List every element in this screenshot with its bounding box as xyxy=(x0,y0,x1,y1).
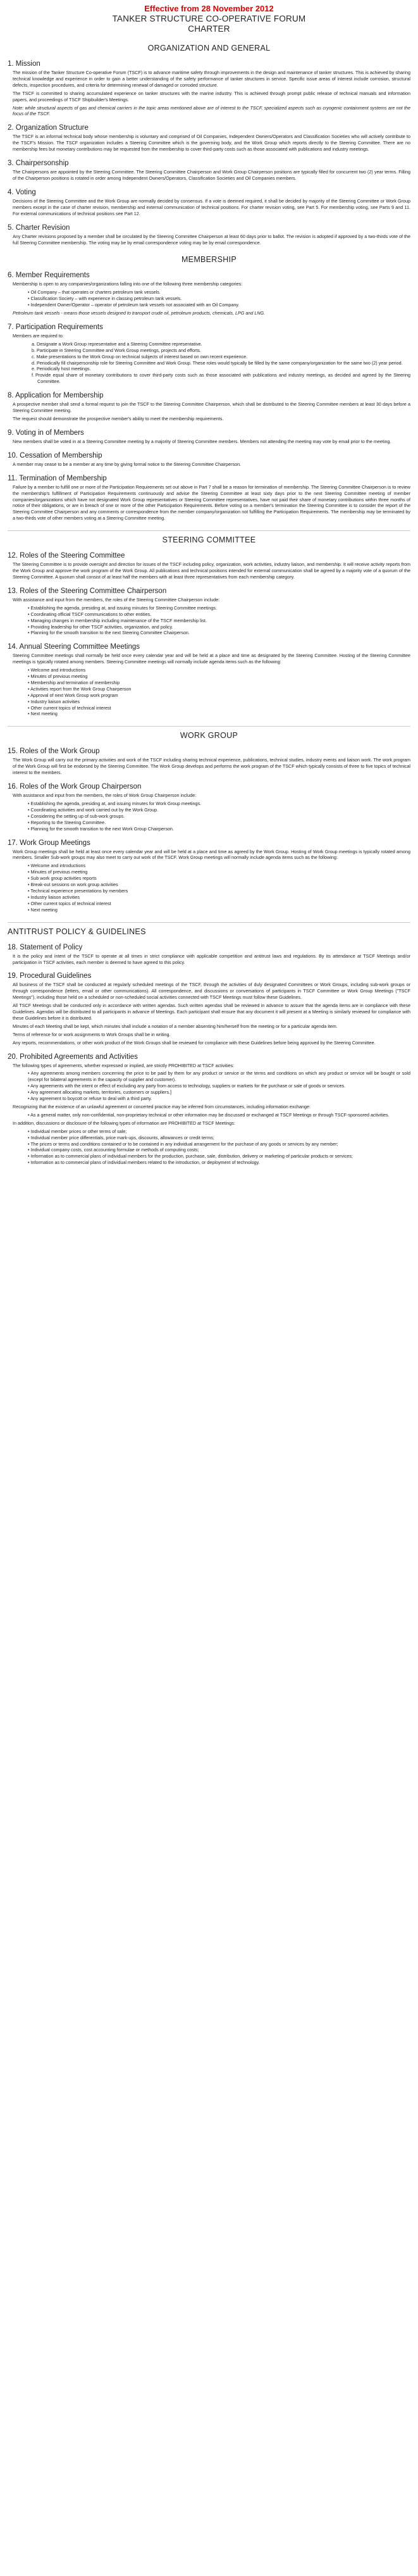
paragraph: With assistance and input from the members, the roles of Work Group Chairperson include: xyxy=(13,792,197,799)
section-title: 14. Annual Steering Committee Meetings xyxy=(8,643,140,651)
list-text: Designate a Work Group representative and a Steering Committee representative. xyxy=(37,341,202,347)
section-voting-in-of-members xyxy=(8,428,410,445)
list-text: Periodically host meetings. xyxy=(37,366,91,372)
effective-date: Effective from 28 November 2012 xyxy=(144,4,274,13)
list-item: • Industry liaison activities xyxy=(28,699,410,705)
list-item: • Approval of next Work Group work program xyxy=(28,692,410,699)
list-label: f. xyxy=(32,372,34,378)
paragraph: Membership is open to any companies/organizations falling into one of the following three membership categories: xyxy=(13,281,243,287)
section-title: 11. Termination of Membership xyxy=(8,474,107,482)
part-heading-organization: ORGANIZATION AND GENERAL xyxy=(147,44,271,53)
section-title: 20. Prohibited Agreements and Activities xyxy=(8,1053,138,1061)
section-title: 10. Cessation of Membership xyxy=(8,451,102,460)
section-title: 17. Work Group Meetings xyxy=(8,839,90,847)
section-cessation-of-membership xyxy=(8,451,410,468)
section-chairpersonship xyxy=(8,159,410,182)
section-roles-work-group-chairperson xyxy=(8,782,410,832)
section-mission xyxy=(8,59,410,117)
paragraph: The following types of agreements, whether expressed or implied, are strictly PROHIBITED at TSCF activities: xyxy=(13,1062,235,1068)
charter-title: CHARTER xyxy=(188,24,230,34)
section-title: 5. Charter Revision xyxy=(8,223,70,232)
section-title: 15. Roles of the Work Group xyxy=(8,747,100,756)
list-item xyxy=(32,354,410,360)
list-item: • Information as to commercial plans of individual members for the production, purchase, sale, distribution, delivery or marketing of particular products or services; xyxy=(28,1153,410,1160)
list-text: Periodically fill chairpersonship role for Steering Committee and Work Group. These roles would typically be filled by the same company/organization for the same two (2) year period. xyxy=(37,360,403,366)
section-title: 12. Roles of the Steering Committee xyxy=(8,552,125,560)
section-member-requirements xyxy=(8,271,410,316)
list-item: • Welcome and introductions xyxy=(28,863,410,869)
section-organization-structure xyxy=(8,123,410,153)
paragraph: A member may cease to be a member at any time by giving formal notice to the Steering Committee Chairperson. xyxy=(13,461,242,467)
list-item: • Technical experience presentations by members xyxy=(28,888,410,894)
list-text: Participate in Steering Committee and Work Group meetings, projects and efforts. xyxy=(37,347,201,353)
section-title: 19. Procedural Guidelines xyxy=(8,972,92,980)
paragraph: Failure by a member to fulfill one or more of the Participation Requirements set out above in Part 7 shall be a reason for termination of membership. The Steering Committee Chairperson is to review the membership's fulfillment of Participation Requirements continuously and advise the Steering Committee at least sixty days prior to the next Steering Committee meeting of member companies/organizations which have not designated Work Group representatives or Steering Committee representatives, have not paid their share of monetary contributions within three months of notice of their obligations, or are in breach of one or more of the other Participation Requirements. Before voting on a member's termination the Steering Committee is to consider the report of the Steering Committee Chairperson and any comments or correspondence from the member company/organization not fulfilling the Participation Requirements. The membership may be terminated by a two-thirds vote of other members voting at a Steering Committee meeting. xyxy=(13,484,410,522)
list-item: • Planning for the smooth transition to the next Steering Committee Chairperson. xyxy=(28,630,410,636)
list-item: • Other current topics of technical interest xyxy=(28,705,410,711)
note: Note: while structural aspects of gas and chemical carriers in the topic areas mentioned above are of interest to the TSCF, specialized aspects such as cryogenic containment systems are not the focus of the TSCF. xyxy=(13,104,410,117)
paragraph: Terms of reference for or work assignments to Work Groups shall be in writing. xyxy=(13,1031,171,1037)
section-title: 9. Voting in of Members xyxy=(8,428,84,437)
list-item: • Providing leadership for other TSCF activities, organization, and policy. xyxy=(28,624,410,630)
section-roles-work-group xyxy=(8,747,410,776)
section-title: 1. Mission xyxy=(8,60,40,68)
list-item: • Individual member price differentials, price mark-ups, discounts, allowances or credit terms; xyxy=(28,1135,410,1141)
paragraph: Decisions of the Steering Committee and the Work Group are normally decided by consensus. If a vote is deemed required, it shall be decided by majority of the Steering Committee or Work Group members except in the case of charter revision, membership and external communication of technical positions. For charter revision voting, see Part 5. For membership voting, see Parts 9 and 11. For external communications of technical positions see Part 12. xyxy=(13,197,410,216)
section-annual-steering-committee-meetings xyxy=(8,642,410,717)
paragraph: The Work Group will carry out the primary activities and work of the TSCF including sharing technical experience, publications, technical studies, industry events and liaison work. The work program of the Work Group will first be endorsed by the Steering Committee. The Work Group develops and performs the work program of the TSCF which typically consists of three to five topics of technical interest to the members. xyxy=(13,757,410,776)
section-termination-of-membership xyxy=(8,474,410,522)
section-charter-revision xyxy=(8,223,410,246)
list-item: • Any agreements among members concerning the price to be paid by them for any product or service or the terms and conditions on which any product or service will be bought or sold (except for bilateral agreements in the capacity of supplier and customer). xyxy=(28,1070,410,1083)
paragraph: The mission of the Tanker Structure Co-operative Forum (TSCF) is to advance maritime safety through improvements in the design and maintenance of tanker structures. This is achieved by sharing technical knowledge and experience in order to gain a better understanding of the safety performance of tanker structures in service. Specific issue areas of interest include corrosion, structural defects, inspection procedures, and criteria for determining renewal of damaged or corroded structure. xyxy=(13,70,410,88)
list-item: • The prices or terms and conditions contained or to be contained in any individual arrangement for the purchase of any goods or services by any member; xyxy=(28,1141,410,1147)
list-label: c. xyxy=(32,353,35,360)
list-item: • Managing changes in membership including maintenance of the TSCF membership list. xyxy=(28,618,410,624)
paragraph: The TSCF is committed to sharing accumulated experience on tanker structures with the marine industry. This is achieved through prompt public release of technical manuals and information papers, and proceedings of TSCF Shipbuilder's Meetings. xyxy=(13,90,410,103)
list-item: • Reporting to the Steering Committee. xyxy=(28,820,410,826)
list-item: • Independent Owner/Operator – operator of petroleum tank vessels not associated with an Oil Company. xyxy=(28,302,410,308)
list-item: • Break-out sessions on work group activities xyxy=(28,882,410,888)
list-item: • Minutes of previous meeting xyxy=(28,869,410,875)
paragraph: Recognizing that the existence of an unlawful agreement or concerted practice may be inferred from circumstances, including information exchange: xyxy=(13,1104,311,1110)
section-voting xyxy=(8,188,410,217)
section-roles-steering-committee xyxy=(8,551,410,580)
list-item: • Information as to commercial plans of individual members related to the introduction, or deployment of technology. xyxy=(28,1160,410,1166)
list-item: • Classification Society – with experience in classing petroleum tank vessels. xyxy=(28,296,410,302)
list-item: • Any agreement allocating markets, territories, customers or suppliers.] xyxy=(28,1089,410,1096)
paragraph: Steering Committee meetings shall normally be held once every calendar year and will be held at a place and time as designated by the Steering Committee. Hosting of the Steering Committee meetings is typically rotated among members. Steering Committee meetings will normally include agenda items such as the following: xyxy=(13,653,410,665)
section-prohibited-agreements xyxy=(8,1053,410,1166)
list-item: • Membership and termination of membership xyxy=(28,680,410,686)
list-item xyxy=(32,366,410,372)
paragraph: With assistance and input from the members, the roles of the Steering Committee Chairperson include: xyxy=(13,596,220,603)
section-title: 18. Statement of Policy xyxy=(8,943,83,951)
list-item: • Next meeting xyxy=(28,711,410,717)
section-title: 16. Roles of the Work Group Chairperson xyxy=(8,783,142,791)
paragraph: Any reports, recommendations, or other work product of the Work Groups shall be reviewed for compliance with these Guidelines before being approved by the Steering Committee. xyxy=(13,1039,376,1046)
list-item: • Considering the setting up of sub-work groups. xyxy=(28,813,410,820)
section-title: 2. Organization Structure xyxy=(8,124,89,132)
list-item: • Next meeting xyxy=(28,907,410,913)
section-application-for-membership xyxy=(8,391,410,422)
section-statement-of-policy xyxy=(8,943,410,966)
section-title: 13. Roles of the Steering Committee Chairperson xyxy=(8,587,167,595)
paragraph: Minutes of each Meeting shall be kept, which minutes shall include a notation of a member absenting him/herself from the meeting or for a particular agenda item. xyxy=(13,1023,338,1029)
section-title: 3. Chairpersonship xyxy=(8,159,69,168)
paragraph: The Steering Committee is to provide oversight and direction for issues of the TSCF including policy, organization, work activities, industry liaison, and membership. It will receive activity reports from the Work Group and approve the work program of the Work Group. All publications and technical positions intended for external communication shall be agreed by a majority vote of a quorum of the Steering Committee. A quorum shall consist of at least half the members with at least three representatives from each membership category. xyxy=(13,561,410,580)
section-title: 6. Member Requirements xyxy=(8,272,90,280)
paragraph: Work Group meetings shall be held at least once every calendar year and will be held at a place and time as agreed by the Work Group. Hosting of Work Group meetings is typically rotated among members. Smaller Sub-work groups may also meet to carry out work of the TSCF. Work Group meetings will normally include agenda items such as the following: xyxy=(13,848,410,861)
list-item: • Establishing the agenda, presiding at, and issuing minutes for Work Group meetings. xyxy=(28,801,410,807)
section-roles-steering-committee-chairperson xyxy=(8,587,410,636)
list-item: • Welcome and introductions xyxy=(28,667,410,673)
list-label: e. xyxy=(32,366,35,372)
list-item: • Industry liaison activities xyxy=(28,894,410,901)
part-heading-antitrust: ANTITRUST POLICY & GUIDELINES xyxy=(8,922,410,937)
list-item: • Sub work group activities reports xyxy=(28,875,410,882)
paragraph: The TSCF is an informal technical body whose membership is voluntary and comprised of Oil Companies, Independent Owners/Operators and Classification Societies who will actively contribute to the TSCF's Mission. The TSCF organization includes a Steering Committee which is the governing body, and the Work Group which reports directly to the Steering Committee. There are no membership fees but monetary contributions may be requested from the membership to cover third-party costs such as those associated with publications and industry meetings. xyxy=(13,134,410,153)
list-item: • Coordinating activities and work carried out by the Work Group. xyxy=(28,807,410,813)
section-title: 7. Participation Requirements xyxy=(8,323,103,331)
list-item: • Minutes of previous meeting xyxy=(28,673,410,680)
list-item: • Activities report from the Work Group Chairperson xyxy=(28,686,410,692)
paragraph: All TSCF Meetings shall be conducted only in accordance with written agendas. Such written agendas shall be reviewed in advance to assure that the agenda items are in compliance with these Guidelines. Agendas will be distributed to all participants in advance of Meetings. Each participant shall ensure that any document it will present at a Meeting is similarly reviewed for compliance with these Guidelines before it is distributed. xyxy=(13,1003,410,1021)
part-heading-work-group: WORK GROUP xyxy=(8,726,410,741)
note: Petroleum tank vessels - means those vessels designed to transport crude oil, petroleum products, chemicals, LPG and LNG. xyxy=(13,310,266,316)
forum-title: TANKER STRUCTURE CO-OPERATIVE FORUM xyxy=(112,14,306,23)
list-item: • Coordinating official TSCF communications to other entities. xyxy=(28,611,410,618)
list-label: a. xyxy=(32,341,35,347)
list-text: Make presentations to the Work Group on technical subjects of interest based on own recent experience. xyxy=(36,353,248,360)
list-item: • Individual company costs, cost accounting formulae or methods of computing costs; xyxy=(28,1147,410,1153)
list-item: • Other current topics of technical interest xyxy=(28,901,410,907)
list-item: • Any agreement to boycott or refuse to deal with a third party. xyxy=(28,1096,410,1102)
list-item xyxy=(32,341,410,347)
list-label: d. xyxy=(32,360,35,366)
paragraph: The Chairpersons are appointed by the Steering Committee. The Steering Committee Chairperson and Work Group Chairperson positions are typically filled for concurrent two (2) year terms. Filling of the Chairperson positions is rotated in order among Independent Owners/Operators, Classification Societies and Oil Companies members. xyxy=(13,169,410,181)
part-heading-steering-committee: STEERING COMMITTEE xyxy=(8,530,410,545)
list-item: • Individual member prices or other terms of sale; xyxy=(28,1129,410,1135)
list-label: b. xyxy=(32,347,35,353)
paragraph: In addition, discussions or disclosure of the following types of information are PROHIBITED at TSCF Meetings: xyxy=(13,1120,235,1126)
list-item: • Any agreements with the intent or effect of excluding any party from access to technology, suppliers or markets for the purchase or sale of goods or services. xyxy=(28,1083,410,1089)
paragraph: The request should demonstrate the prospective member's ability to meet the membership requirements. xyxy=(13,416,224,422)
section-procedural-guidelines xyxy=(8,972,410,1046)
section-participation-requirements xyxy=(8,323,410,385)
list-item: • As a general matter, only non-confidential, non-proprietary technical or other information may be discussed or exchanged at TSCF Meetings or through TSCF-sponsored activities. xyxy=(28,1112,410,1118)
list-item: • Oil Company – that operates or charters petroleum tank vessels. xyxy=(28,289,410,296)
paragraph: Any Charter revisions proposed by a member shall be circulated by the Steering Committee Chairperson at least 60 days prior to ballot. The revision is adopted if approved by a two-thirds vote of the full Steering Committee membership. The voting may be by email correspondence voting may be by email correspondence. xyxy=(13,233,410,246)
paragraph: New members shall be voted in at a Steering Committee meeting by a majority of Steering Committee members. Members not attending the meeting may vote by email prior to the meeting. xyxy=(13,438,391,444)
paragraph: Members are required to: xyxy=(13,332,64,339)
paragraph: It is the policy and intent of the TSCF to operate at all times in strict compliance with applicable competition and antitrust laws and regulations. By its attendance at TSCF Meetings and/or participation in TSCF activities, each member is deemed to have agreed to this policy. xyxy=(13,953,410,965)
list-text: Provide equal share of monetary contributions to cover third-party costs such as those associated with publications and industry meetings, as decided and agreed by the Steering Committee. xyxy=(35,372,410,385)
section-title: 8. Application for Membership xyxy=(8,392,104,400)
part-heading-membership: MEMBERSHIP xyxy=(181,255,237,265)
section-work-group-meetings xyxy=(8,839,410,913)
section-title: 4. Voting xyxy=(8,188,36,196)
list-item: • Establishing the agenda, presiding at, and issuing minutes for Steering Committee meetings. xyxy=(28,605,410,611)
list-item: • Planning for the smooth transition to the next Work Group Chairperson. xyxy=(28,826,410,832)
paragraph: All business of the TSCF shall be conducted at regularly scheduled meetings of the TSCF, through the activities of duly designated Committees or Work Groups, including sub-work groups or through correspondence (letters, email or other communications). All correspondence, and discussions or conversations of participants in TSCF Committee or Work Group Meetings ("TSCF Meetings"), including those held on a scheduled or non-scheduled social activities connected with TSCF Meetings must follow these Guidelines. xyxy=(13,982,410,1001)
list-item xyxy=(32,372,410,385)
list-item xyxy=(32,360,410,366)
list-item xyxy=(32,347,410,354)
paragraph: A prospective member shall send a formal request to join the TSCF to the Steering Committee Chairperson, which shall be distributed to the Steering Committee members at least 30 days before a Steering Committee meeting. xyxy=(13,401,410,414)
